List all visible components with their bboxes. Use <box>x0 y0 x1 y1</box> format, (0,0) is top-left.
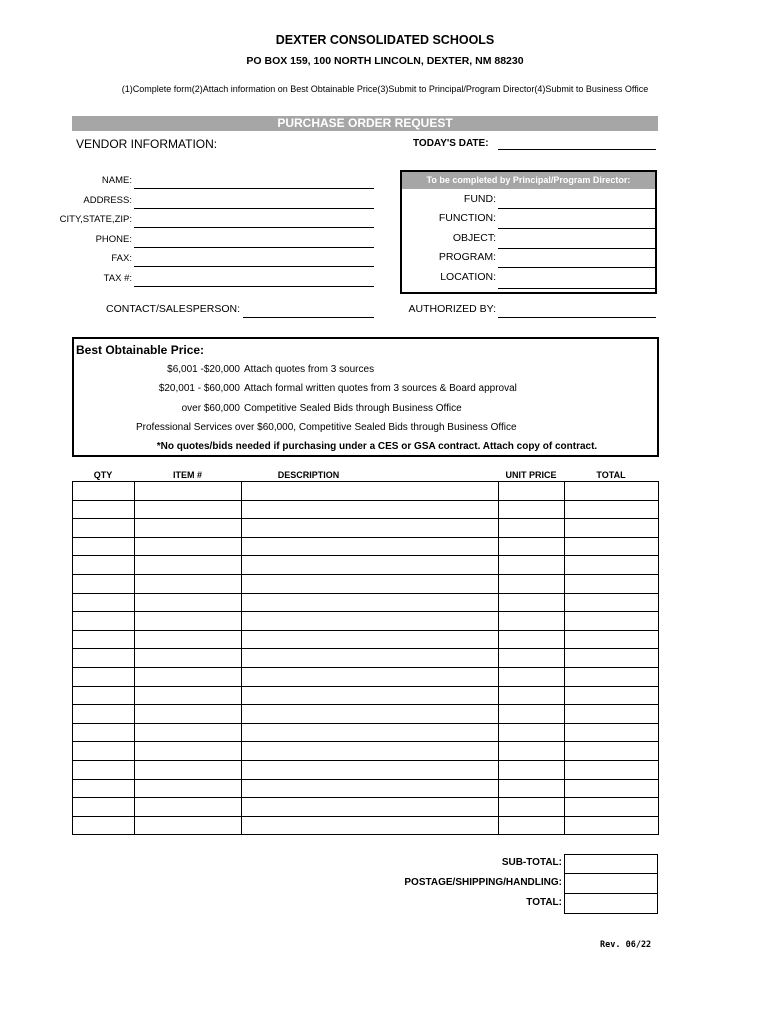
cell-total[interactable] <box>565 705 659 724</box>
cell-total[interactable] <box>565 798 659 817</box>
cell-item[interactable] <box>135 779 242 798</box>
cell-item[interactable] <box>135 649 242 668</box>
cell-item[interactable] <box>135 760 242 779</box>
form-banner: PURCHASE ORDER REQUEST <box>72 116 658 131</box>
cell-item[interactable] <box>135 723 242 742</box>
total-label: TOTAL: <box>526 897 562 908</box>
contact-label: CONTACT/SALESPERSON: <box>106 303 240 315</box>
cell-description[interactable] <box>242 816 499 835</box>
cell-description[interactable] <box>242 537 499 556</box>
authorized-field[interactable] <box>498 317 656 318</box>
cell-description[interactable] <box>242 798 499 817</box>
table-row <box>73 630 659 649</box>
cell-description[interactable] <box>242 779 499 798</box>
cell-description[interactable] <box>242 705 499 724</box>
cell-total[interactable] <box>565 537 659 556</box>
cell-unit-price[interactable] <box>499 593 565 612</box>
cell-qty[interactable] <box>73 742 135 761</box>
cell-total[interactable] <box>565 686 659 705</box>
vendor-phone-label: PHONE: <box>95 234 132 245</box>
cell-unit-price[interactable] <box>499 519 565 538</box>
table-row <box>73 482 659 501</box>
table-row <box>73 519 659 538</box>
vendor-tax-label: TAX #: <box>103 273 132 284</box>
vendor-tax-field[interactable] <box>134 286 374 287</box>
table-row <box>73 816 659 835</box>
cell-total[interactable] <box>565 593 659 612</box>
cell-unit-price[interactable] <box>499 686 565 705</box>
cell-total[interactable] <box>565 779 659 798</box>
todays-date-field[interactable] <box>498 149 656 150</box>
col-total: TOTAL <box>596 470 626 480</box>
vendor-address-label: ADDRESS: <box>83 195 132 206</box>
table-row <box>73 574 659 593</box>
cell-item[interactable] <box>135 556 242 575</box>
col-description: DESCRIPTION <box>277 470 340 480</box>
table-row <box>73 500 659 519</box>
fund-label: FUND: <box>463 193 496 205</box>
table-row <box>73 612 659 631</box>
cell-description[interactable] <box>242 760 499 779</box>
todays-date-label: TODAY'S DATE: <box>413 138 489 149</box>
cell-total[interactable] <box>565 574 659 593</box>
cell-item[interactable] <box>135 574 242 593</box>
cell-qty[interactable] <box>73 519 135 538</box>
col-unit-price: UNIT PRICE <box>505 470 557 480</box>
authorized-label: AUTHORIZED BY: <box>408 303 496 315</box>
function-field[interactable] <box>498 228 655 229</box>
vendor-fax-field[interactable] <box>134 266 374 267</box>
cell-unit-price[interactable] <box>499 537 565 556</box>
director-heading: To be completed by Principal/Program Director: <box>402 172 655 189</box>
cell-item[interactable] <box>135 686 242 705</box>
table-row <box>73 556 659 575</box>
cell-qty[interactable] <box>73 705 135 724</box>
cell-unit-price[interactable] <box>499 723 565 742</box>
shipping-label: POSTAGE/SHIPPING/HANDLING: <box>404 877 562 888</box>
bop-tier2-amount: $20,001 - $60,000 <box>158 383 240 394</box>
cell-total[interactable] <box>565 816 659 835</box>
cell-description[interactable] <box>242 630 499 649</box>
subtotal-label: SUB-TOTAL: <box>501 857 562 868</box>
revision-label: Rev. 06/22 <box>600 940 652 950</box>
cell-total[interactable] <box>565 760 659 779</box>
bop-note: *No quotes/bids needed if purchasing under a CES or GSA contract. Attach copy of contract. <box>156 441 598 452</box>
org-address: PO BOX 159, 100 NORTH LINCOLN, DEXTER, NM 88230 <box>246 55 524 67</box>
cell-qty[interactable] <box>73 798 135 817</box>
cell-description[interactable] <box>242 649 499 668</box>
table-row <box>73 537 659 556</box>
cell-description[interactable] <box>242 593 499 612</box>
cell-item[interactable] <box>135 500 242 519</box>
cell-qty[interactable] <box>73 537 135 556</box>
cell-item[interactable] <box>135 482 242 501</box>
vendor-name-field[interactable] <box>134 188 374 189</box>
function-label: FUNCTION: <box>438 212 496 224</box>
table-row <box>73 593 659 612</box>
cell-item[interactable] <box>135 630 242 649</box>
cell-qty[interactable] <box>73 686 135 705</box>
cell-description[interactable] <box>242 723 499 742</box>
instructions: (1)Complete form(2)Attach information on Best Obtainable Price(3)Submit to Principal/Program Director(4)Submit to Business Office <box>121 84 649 94</box>
subtotal-field[interactable] <box>564 854 658 874</box>
cell-qty[interactable] <box>73 593 135 612</box>
cell-qty[interactable] <box>73 556 135 575</box>
cell-unit-price[interactable] <box>499 630 565 649</box>
cell-qty[interactable] <box>73 816 135 835</box>
cell-item[interactable] <box>135 705 242 724</box>
table-row <box>73 649 659 668</box>
cell-total[interactable] <box>565 500 659 519</box>
cell-unit-price[interactable] <box>499 760 565 779</box>
table-row <box>73 742 659 761</box>
cell-total[interactable] <box>565 649 659 668</box>
cell-item[interactable] <box>135 742 242 761</box>
cell-item[interactable] <box>135 519 242 538</box>
cell-total[interactable] <box>565 612 659 631</box>
bop-title: Best Obtainable Price: <box>76 343 205 357</box>
cell-unit-price[interactable] <box>499 816 565 835</box>
table-row <box>73 723 659 742</box>
object-label: OBJECT: <box>452 232 496 244</box>
cell-description[interactable] <box>242 667 499 686</box>
cell-description[interactable] <box>242 686 499 705</box>
program-field[interactable] <box>498 267 655 268</box>
cell-unit-price[interactable] <box>499 482 565 501</box>
cell-unit-price[interactable] <box>499 574 565 593</box>
cell-unit-price[interactable] <box>499 705 565 724</box>
cell-qty[interactable] <box>73 612 135 631</box>
cell-qty[interactable] <box>73 630 135 649</box>
org-title: DEXTER CONSOLIDATED SCHOOLS <box>275 33 495 47</box>
cell-total[interactable] <box>565 482 659 501</box>
shipping-field[interactable] <box>564 873 658 894</box>
total-field[interactable] <box>564 893 658 914</box>
bop-tier1-text: Attach quotes from 3 sources <box>244 364 375 375</box>
cell-unit-price[interactable] <box>499 798 565 817</box>
vendor-fax-label: FAX: <box>111 253 132 264</box>
cell-description[interactable] <box>242 574 499 593</box>
cell-unit-price[interactable] <box>499 500 565 519</box>
cell-unit-price[interactable] <box>499 667 565 686</box>
bop-tier2-text: Attach formal written quotes from 3 sources & Board approval <box>244 383 517 394</box>
cell-qty[interactable] <box>73 574 135 593</box>
cell-item[interactable] <box>135 816 242 835</box>
cell-qty[interactable] <box>73 482 135 501</box>
cell-qty[interactable] <box>73 500 135 519</box>
cell-description[interactable] <box>242 482 499 501</box>
table-row <box>73 779 659 798</box>
cell-description[interactable] <box>242 742 499 761</box>
table-row <box>73 705 659 724</box>
vendor-heading: VENDOR INFORMATION: <box>76 137 218 151</box>
bop-tier3-amount: over $60,000 <box>181 403 240 414</box>
cell-unit-price[interactable] <box>499 556 565 575</box>
cell-unit-price[interactable] <box>499 742 565 761</box>
cell-item[interactable] <box>135 593 242 612</box>
table-row <box>73 760 659 779</box>
vendor-city-field[interactable] <box>134 227 374 228</box>
object-field[interactable] <box>498 248 655 249</box>
contact-field[interactable] <box>243 317 374 318</box>
cell-total[interactable] <box>565 630 659 649</box>
items-table <box>72 481 659 835</box>
table-row <box>73 798 659 817</box>
col-item: ITEM # <box>172 470 202 480</box>
cell-total[interactable] <box>565 556 659 575</box>
cell-qty[interactable] <box>73 760 135 779</box>
cell-item[interactable] <box>135 798 242 817</box>
cell-item[interactable] <box>135 612 242 631</box>
location-label: LOCATION: <box>440 271 496 283</box>
program-label: PROGRAM: <box>438 251 496 263</box>
vendor-city-label: CITY,STATE,ZIP: <box>59 214 132 225</box>
vendor-phone-field[interactable] <box>134 247 374 248</box>
cell-description[interactable] <box>242 556 499 575</box>
cell-unit-price[interactable] <box>499 612 565 631</box>
table-row <box>73 686 659 705</box>
cell-qty[interactable] <box>73 649 135 668</box>
bop-tier1-amount: $6,001 -$20,000 <box>167 364 240 375</box>
cell-qty[interactable] <box>73 779 135 798</box>
cell-item[interactable] <box>135 537 242 556</box>
cell-description[interactable] <box>242 500 499 519</box>
cell-unit-price[interactable] <box>499 649 565 668</box>
table-row <box>73 667 659 686</box>
cell-total[interactable] <box>565 519 659 538</box>
cell-qty[interactable] <box>73 667 135 686</box>
cell-unit-price[interactable] <box>499 779 565 798</box>
cell-description[interactable] <box>242 519 499 538</box>
col-qty: QTY <box>93 470 113 480</box>
vendor-address-field[interactable] <box>134 208 374 209</box>
cell-description[interactable] <box>242 612 499 631</box>
cell-total[interactable] <box>565 742 659 761</box>
cell-total[interactable] <box>565 667 659 686</box>
bop-tier4-text: Professional Services over $60,000, Competitive Sealed Bids through Business Office <box>136 422 517 433</box>
cell-item[interactable] <box>135 667 242 686</box>
location-field[interactable] <box>498 288 655 289</box>
bop-tier3-text: Competitive Sealed Bids through Business Office <box>244 403 462 414</box>
cell-qty[interactable] <box>73 723 135 742</box>
fund-field[interactable] <box>498 208 655 209</box>
vendor-name-label: NAME: <box>101 175 132 186</box>
cell-total[interactable] <box>565 723 659 742</box>
